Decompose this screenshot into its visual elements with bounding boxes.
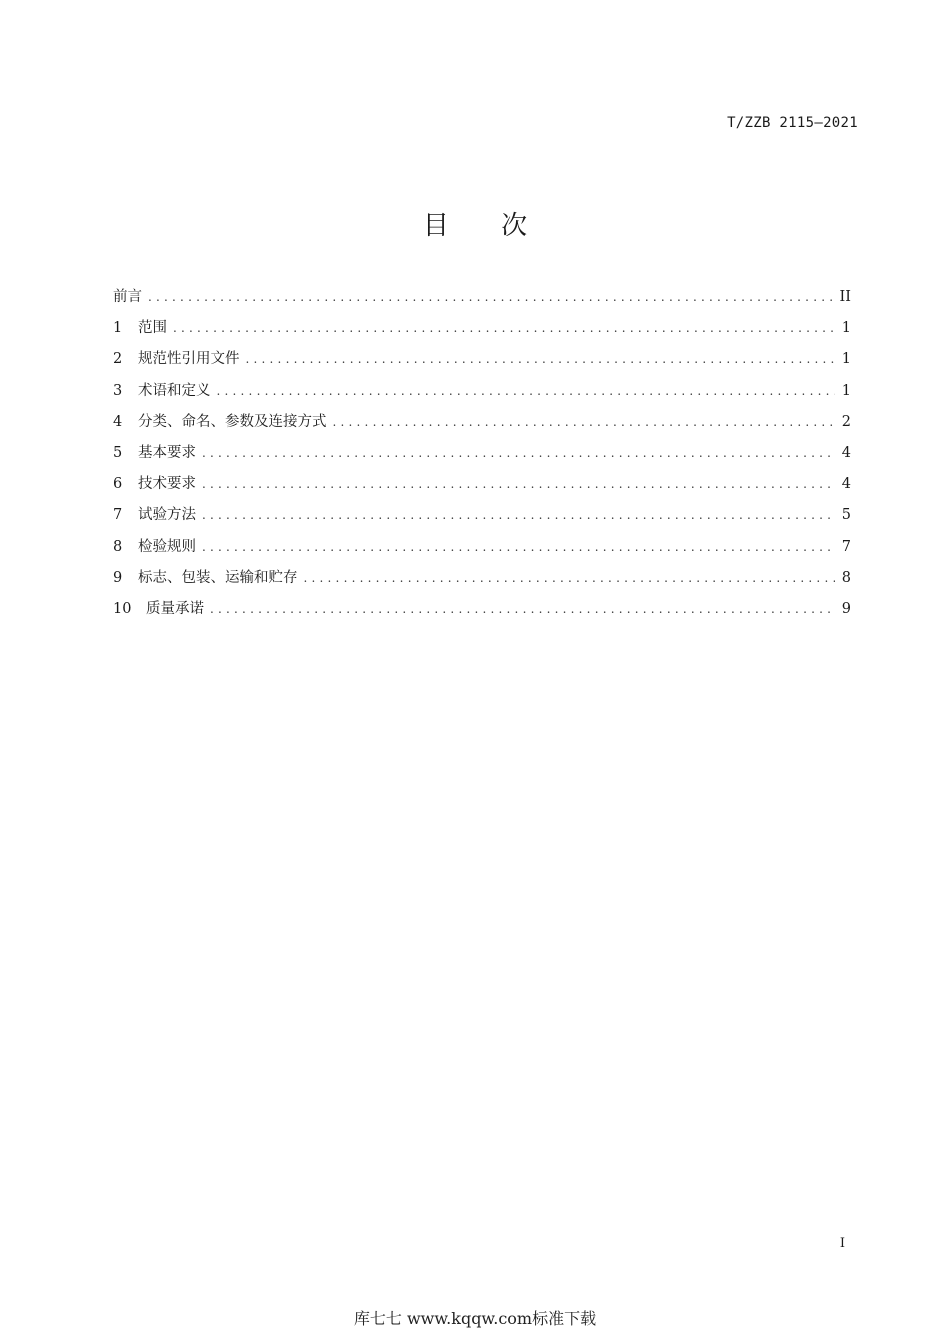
toc-entry-number: 2 xyxy=(113,351,123,368)
leader-dots xyxy=(304,571,836,585)
toc-entry-label: 检验规则 xyxy=(138,538,196,555)
toc-entry-number: 7 xyxy=(113,507,123,524)
toc-entry-label: 范围 xyxy=(138,320,167,337)
toc-entry-foreword[interactable] xyxy=(113,285,851,316)
leader-dots xyxy=(202,477,835,491)
toc-entry-4[interactable] xyxy=(113,410,851,441)
toc-entry-number: 4 xyxy=(113,413,123,430)
toc-entry-page: 2 xyxy=(841,413,851,430)
toc-entry-9[interactable] xyxy=(113,566,851,597)
toc-entry-label: 试验方法 xyxy=(138,507,196,524)
toc-entry-5[interactable] xyxy=(113,441,851,472)
toc-entry-label: 技术要求 xyxy=(138,476,196,493)
toc-entry-number: 9 xyxy=(113,569,123,586)
toc-entry-8[interactable] xyxy=(113,535,851,566)
leader-dots xyxy=(210,602,835,616)
toc-entry-number: 10 xyxy=(113,600,132,617)
toc-entry-page: 8 xyxy=(841,569,851,586)
toc-entry-page: 1 xyxy=(841,382,851,399)
leader-dots xyxy=(148,290,834,304)
leader-dots xyxy=(202,446,835,460)
toc-entry-page: 1 xyxy=(841,320,851,337)
leader-dots xyxy=(173,321,835,335)
document-code: T/ZZB 2115—2021 xyxy=(727,115,858,131)
toc-entry-7[interactable] xyxy=(113,503,851,534)
leader-dots xyxy=(202,508,835,522)
toc-entry-page: 7 xyxy=(841,538,851,555)
toc-entry-label: 基本要求 xyxy=(138,444,196,461)
toc-entry-label: 前言 xyxy=(113,289,142,305)
toc-entry-page: 4 xyxy=(841,476,851,493)
toc-entry-number: 1 xyxy=(113,320,123,337)
toc-entry-number: 8 xyxy=(113,538,123,555)
toc-entry-label: 术语和定义 xyxy=(138,382,211,399)
toc-entry-label: 标志、包装、运输和贮存 xyxy=(138,569,298,586)
toc-entry-3[interactable] xyxy=(113,379,851,410)
toc-entry-2[interactable] xyxy=(113,347,851,378)
leader-dots xyxy=(217,384,836,398)
toc-entry-page: II xyxy=(839,289,851,305)
toc-entry-label: 分类、命名、参数及连接方式 xyxy=(138,413,327,430)
toc-entry-label: 规范性引用文件 xyxy=(138,351,240,368)
toc-entry-page: 5 xyxy=(841,507,851,524)
toc-entry-1[interactable] xyxy=(113,316,851,347)
page-number: I xyxy=(839,1236,845,1251)
leader-dots xyxy=(202,540,835,554)
watermark-text: 库七七 www.kqqw.com标准下载 xyxy=(353,1309,597,1328)
toc-entry-number: 6 xyxy=(113,476,123,493)
toc-entry-page: 1 xyxy=(841,351,851,368)
toc-entry-10[interactable] xyxy=(113,597,851,628)
table-of-contents xyxy=(113,285,851,628)
toc-entry-page: 4 xyxy=(841,444,851,461)
toc-entry-6[interactable] xyxy=(113,472,851,503)
toc-entry-page: 9 xyxy=(841,600,851,617)
leader-dots xyxy=(333,415,836,429)
toc-entry-number: 5 xyxy=(113,444,123,461)
page-title: 目 次 xyxy=(422,211,550,241)
toc-entry-number: 3 xyxy=(113,382,123,399)
toc-entry-label: 质量承诺 xyxy=(146,600,204,617)
leader-dots xyxy=(246,352,836,366)
